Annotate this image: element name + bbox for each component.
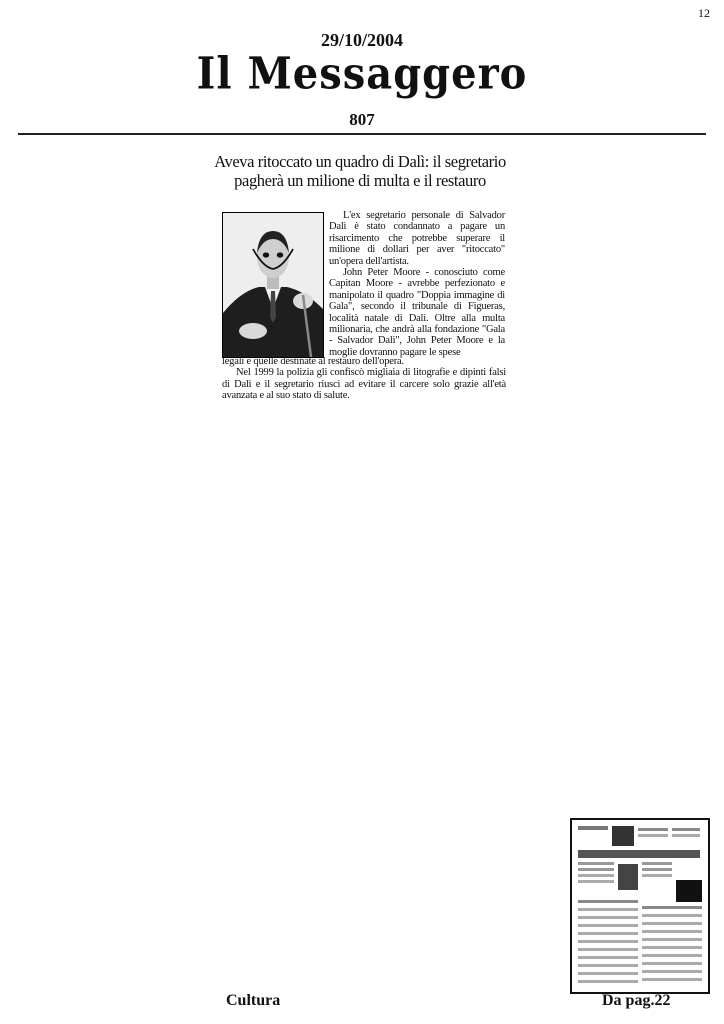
portrait-illustration: [223, 213, 323, 357]
page-thumbnail: [570, 818, 710, 994]
newspaper-masthead: Il Messaggero: [196, 47, 528, 100]
article-continuation: legali e quelle destinate al restauro dell'opera.: [222, 356, 404, 367]
article-body-continued: [222, 356, 506, 402]
headline-line-2: pagherà un milione di multa e il restauro: [234, 171, 486, 190]
article-lead-column: [329, 210, 505, 358]
publication-date: 29/10/2004: [320, 30, 403, 50]
article-paragraph: John Peter Moore - conosciuto come Capitan Moore - avrebbe perfezionato e manipolato il quadro "Doppia immagine di Gala", secondo il tribunale di Figueras, località natale di Dalì. Oltre alla multa milionaria, che andrà alla fondazione "Gala - Salvador Dalì", John Peter Moore e la moglie dovranno pagare le spese: [329, 267, 505, 358]
article-headline: [200, 152, 520, 190]
article-paragraph: L'ex segretario personale di Salvador Dalì è stato condannato a pagare un risarcimento che potrebbe superare il milione di dollari per aver "ritoccato" un'opera dell'artista.: [329, 210, 505, 267]
headline-line-1: Aveva ritoccato un quadro di Dalì: il segretario: [214, 152, 506, 171]
issue-number: 807: [349, 110, 375, 129]
page-thumbnail-image: [572, 820, 708, 992]
article-paragraph: Nel 1999 la polizia gli confiscò migliaia di litografie e dipinti falsi di Dalì e il segretario riuscì ad evitare il carcere solo grazie all'età avanzata e al suo stato di salute.: [222, 367, 506, 402]
header-divider: [18, 133, 706, 135]
page-number: 12: [698, 6, 710, 20]
section-label: Cultura: [226, 992, 281, 1009]
source-page-reference: Da pag.22: [602, 992, 671, 1009]
portrait-photo: [222, 212, 324, 358]
